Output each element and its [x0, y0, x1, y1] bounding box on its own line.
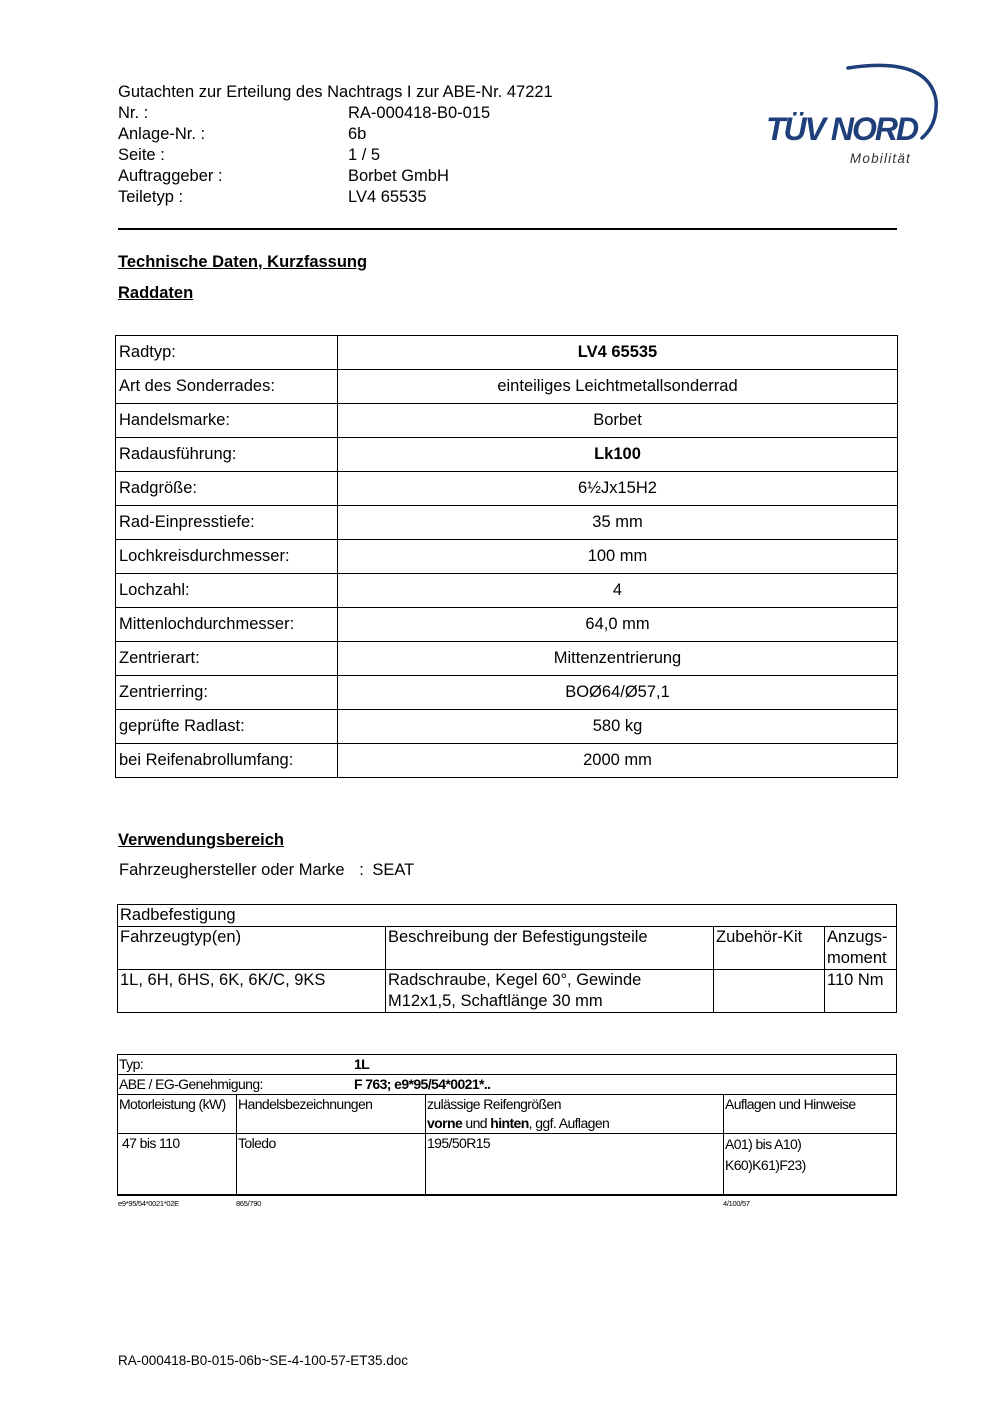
column-header: Zubehör-Kit [714, 927, 825, 970]
raddaten-value: Lk100 [338, 438, 898, 472]
reifen-vorne: vorne [427, 1115, 463, 1131]
header-value: 6b [348, 125, 367, 143]
table-row [116, 574, 898, 608]
logo-brand-text: TÜV NORD [766, 111, 918, 147]
header-row-teiletyp [118, 187, 553, 208]
raddaten-label: Radausführung: [116, 438, 338, 472]
table-cell: 47 bis 110 [118, 1134, 237, 1196]
table-cell [118, 1055, 897, 1075]
document-title: Gutachten zur Erteilung des Nachtrags I zur ABE-Nr. 47221 [118, 83, 553, 101]
header-value: Borbet GmbH [348, 167, 449, 185]
raddaten-value: 4 [338, 574, 898, 608]
hersteller-value: SEAT [372, 861, 415, 879]
header-label: Nr. : [118, 104, 149, 122]
raddaten-label: Rad-Einpresstiefe: [116, 506, 338, 540]
raddaten-value: 2000 mm [338, 744, 898, 778]
table-row [118, 1055, 897, 1075]
header-label: Anlage-Nr. : [118, 125, 206, 143]
cell-line: Radschraube, Kegel 60°, Gewinde [388, 971, 642, 989]
abe-label: ABE / EG-Genehmigung: [119, 1076, 263, 1092]
column-header: Anzugs-moment [825, 927, 897, 970]
table-row [116, 506, 898, 540]
reifen-rest: , ggf. Auflagen [528, 1115, 610, 1131]
table-cell [714, 970, 825, 1013]
abe-value: F 763; e9*95/54*0021*.. [354, 1076, 491, 1092]
raddaten-label: bei Reifenabrollumfang: [116, 744, 338, 778]
table-row [116, 676, 898, 710]
header-value: LV4 65535 [348, 188, 427, 206]
column-header: Handelsbezeichnungen [237, 1095, 426, 1134]
header-label: Teiletyp : [118, 188, 184, 206]
cell-line: M12x1,5, Schaftlänge 30 mm [388, 992, 603, 1010]
header-row-anlage [118, 124, 553, 145]
column-header [426, 1095, 724, 1134]
section-title-raddaten: Raddaten [118, 284, 194, 302]
typ-label: Typ: [119, 1056, 144, 1072]
table-cell [118, 1075, 897, 1095]
raddaten-value: Borbet [338, 404, 898, 438]
header-label: Auftraggeber : [118, 167, 223, 185]
table-cell: 1L, 6H, 6HS, 6K, 6K/C, 9KS [118, 970, 386, 1013]
column-header: Auflagen und Hinweise [724, 1095, 897, 1134]
section-title-verwendungsbereich: Verwendungsbereich [118, 831, 284, 849]
cell-line: K60)K61)F23) [725, 1157, 806, 1173]
header-label: Seite : [118, 146, 165, 164]
logo-subtitle-text: Mobilität [849, 151, 911, 166]
raddaten-value: 35 mm [338, 506, 898, 540]
table-row [116, 336, 898, 370]
raddaten-label: Lochzahl: [116, 574, 338, 608]
raddaten-value: 580 kg [338, 710, 898, 744]
document-header [118, 82, 553, 208]
raddaten-table [115, 335, 898, 778]
table-row [118, 970, 897, 1013]
table-cell: 110 Nm [825, 970, 897, 1013]
raddaten-label: Radgröße: [116, 472, 338, 506]
raddaten-label: geprüfte Radlast: [116, 710, 338, 744]
radbefestigung-title: Radbefestigung [118, 905, 897, 927]
raddaten-label: Mittenlochdurchmesser: [116, 608, 338, 642]
cell-line: zulässige Reifengrößen [427, 1096, 561, 1112]
raddaten-value: 100 mm [338, 540, 898, 574]
column-header: Beschreibung der Befestigungsteile [386, 927, 714, 970]
raddaten-label: Radtyp: [116, 336, 338, 370]
raddaten-value: 64,0 mm [338, 608, 898, 642]
table-row [116, 642, 898, 676]
table-cell: Toledo [237, 1134, 426, 1196]
table-row [116, 404, 898, 438]
typ-value: 1L [354, 1056, 370, 1072]
table-row [116, 744, 898, 778]
cell-line: A01) bis A10) [725, 1136, 802, 1152]
header-row-auftraggeber [118, 166, 553, 187]
tuv-nord-logo-graphic [760, 58, 945, 173]
table-row [118, 927, 897, 970]
raddaten-value: 6½Jx15H2 [338, 472, 898, 506]
reifen-und: und [462, 1115, 491, 1131]
fahrzeughersteller-line [119, 861, 414, 880]
hersteller-separator: : [359, 861, 364, 879]
reifen-hinten: hinten [490, 1115, 529, 1131]
table-row [118, 1075, 897, 1095]
section-title-technische-daten: Technische Daten, Kurzfassung [118, 253, 368, 271]
page-footer-filename: RA-000418-B0-015-06b~SE-4-100-57-ET35.doc [118, 1353, 409, 1368]
table-cell [724, 1134, 897, 1196]
table-cell: 195/50R15 [426, 1134, 724, 1196]
raddaten-value: BOØ64/Ø57,1 [338, 676, 898, 710]
radbefestigung-table [117, 904, 897, 1013]
tuv-nord-logo [760, 58, 945, 173]
header-row-nr [118, 103, 553, 124]
hersteller-label: Fahrzeughersteller oder Marke [119, 861, 345, 879]
raddaten-label: Zentrierring: [116, 676, 338, 710]
header-value: 1 / 5 [348, 146, 381, 164]
table-row [116, 710, 898, 744]
header-divider [118, 228, 897, 230]
header-value: RA-000418-B0-015 [348, 104, 491, 122]
table-row [116, 540, 898, 574]
table-cell [386, 970, 714, 1013]
raddaten-label: Zentrierart: [116, 642, 338, 676]
raddaten-value: LV4 65535 [338, 336, 898, 370]
header-row-seite [118, 145, 553, 166]
table-row [116, 438, 898, 472]
raddaten-label: Art des Sonderrades: [116, 370, 338, 404]
table-row [116, 370, 898, 404]
table-row [118, 1134, 897, 1196]
table-row [118, 905, 897, 927]
raddaten-value: einteiliges Leichtmetallsonderrad [338, 370, 898, 404]
raddaten-label: Lochkreisdurchmesser: [116, 540, 338, 574]
column-header: Motorleistung (kW) [118, 1095, 237, 1134]
table-footnote: 865/790 [236, 1199, 262, 1208]
table-footnote: e9*95/54*0021*02E [118, 1199, 179, 1208]
table-row [118, 1095, 897, 1134]
table-footnote: 4/100/57 [723, 1199, 750, 1208]
column-header: Fahrzeugtyp(en) [118, 927, 386, 970]
typ-table [117, 1054, 897, 1196]
cell-line [427, 1114, 722, 1133]
raddaten-value: Mittenzentrierung [338, 642, 898, 676]
table-row [116, 472, 898, 506]
raddaten-label: Handelsmarke: [116, 404, 338, 438]
table-row [116, 608, 898, 642]
